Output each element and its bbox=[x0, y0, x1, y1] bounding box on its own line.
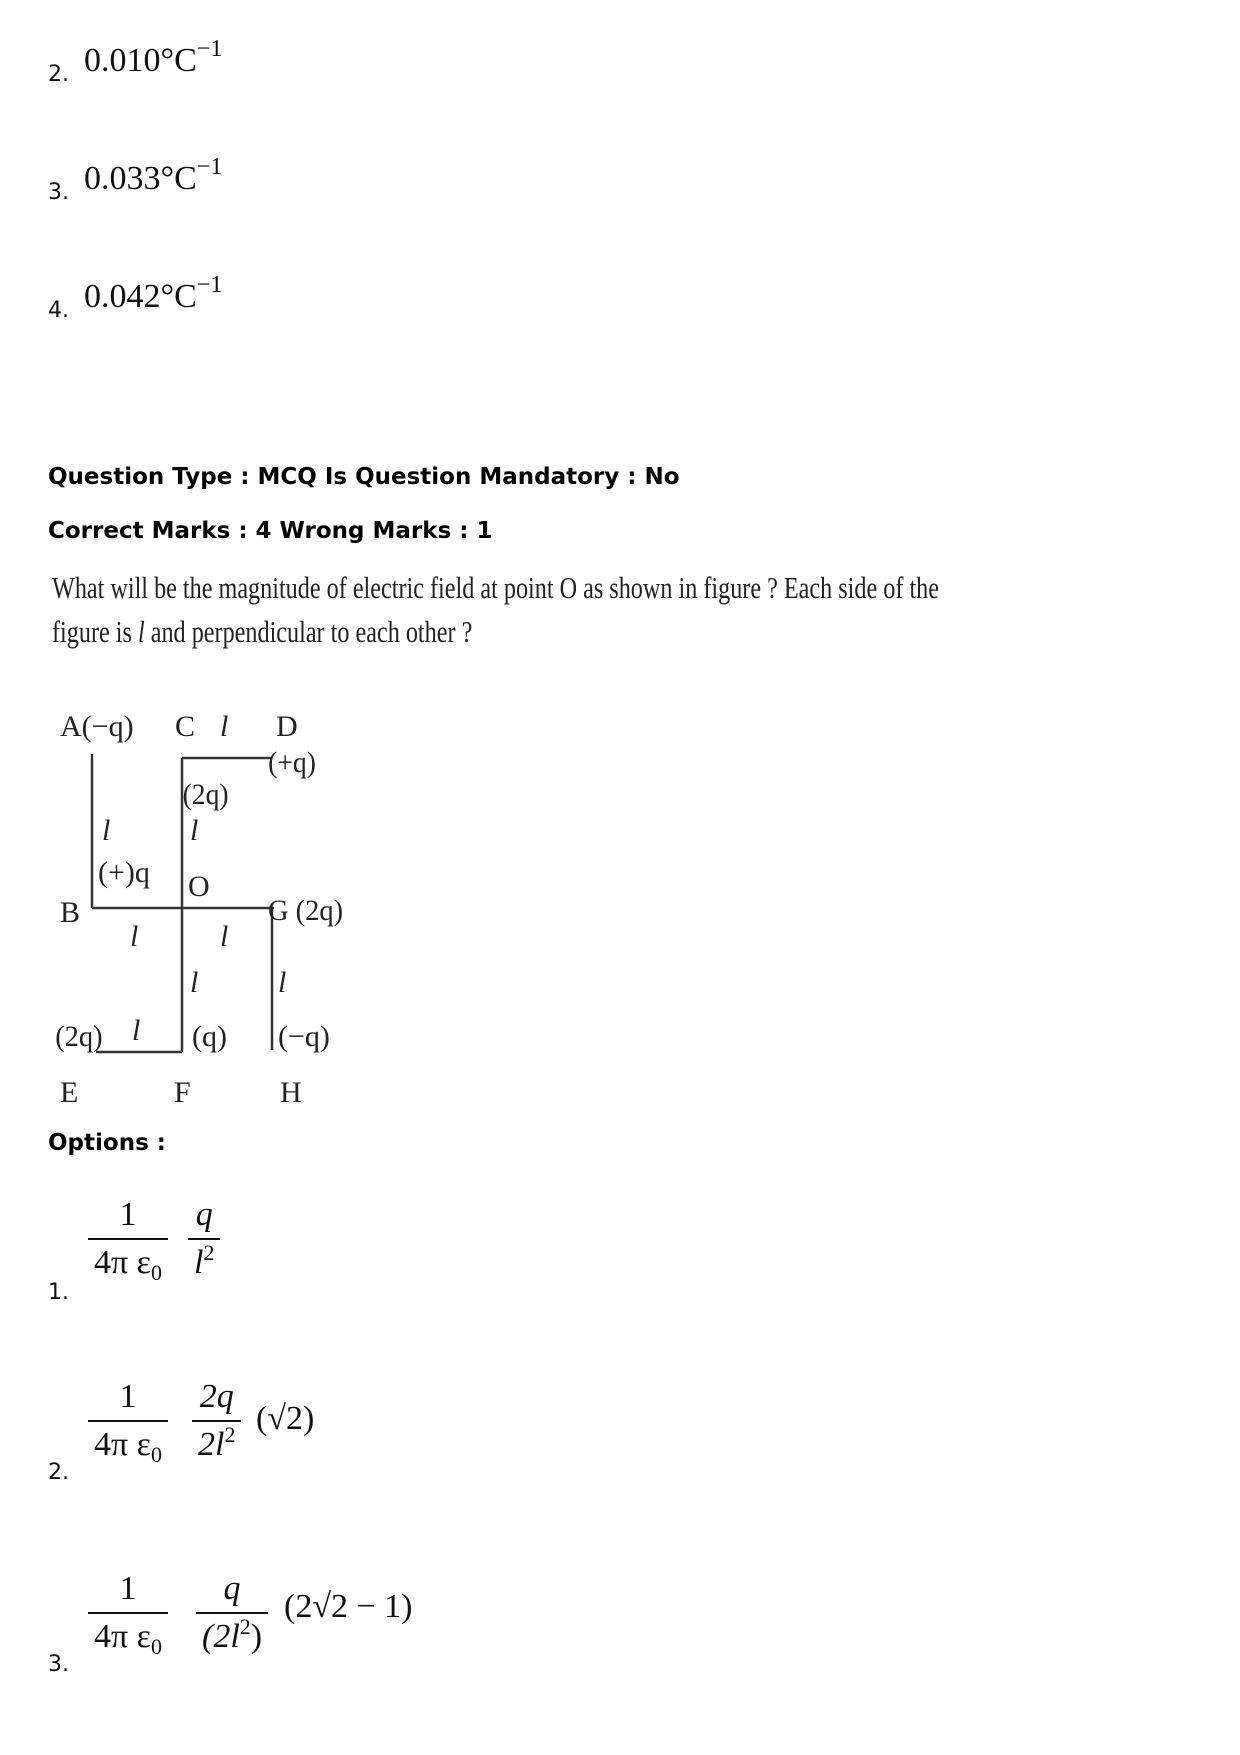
label-h-charge: (−q) bbox=[278, 1020, 330, 1053]
label-l-ab: l bbox=[102, 814, 111, 847]
question-line-1: What will be the magnitude of electric field at point O as shown in figure ? Each side of the bbox=[52, 570, 939, 605]
option-number: 2. bbox=[48, 1460, 69, 1485]
label-l-og: l bbox=[220, 920, 229, 953]
label-h: H bbox=[280, 1076, 302, 1109]
prev-option-value: $0.010^\circ C^{-1}$ bbox=[84, 36, 223, 79]
charge-figure bbox=[40, 700, 380, 1120]
label-l-gh: l bbox=[278, 966, 287, 999]
prev-option-number: 3. bbox=[48, 180, 69, 205]
label-b-charge: (+)q bbox=[98, 856, 150, 889]
label-f: F bbox=[174, 1076, 191, 1109]
label-o: O bbox=[188, 870, 210, 903]
label-g: G (2q) bbox=[268, 894, 344, 928]
option-2-constant: $\frac{1}{4\pi \varepsilon_0}$ bbox=[88, 1378, 168, 1464]
label-e: E bbox=[60, 1076, 79, 1109]
question-type-line: Question Type : MCQ Is Question Mandatory : No bbox=[48, 464, 680, 490]
prev-option-number: 2. bbox=[48, 62, 69, 87]
label-c-charge: (2q) bbox=[182, 777, 229, 812]
label-l-top: l bbox=[220, 710, 229, 743]
options-label: Options : bbox=[48, 1130, 166, 1156]
label-b: B bbox=[60, 896, 81, 929]
label-l-co: l bbox=[190, 814, 199, 847]
label-d-charge: (+q) bbox=[268, 745, 316, 780]
label-l-ef: l bbox=[132, 1014, 141, 1047]
prev-option-number: 4. bbox=[48, 298, 69, 323]
label-a: A(−q) bbox=[60, 710, 134, 743]
option-number: 3. bbox=[48, 1652, 69, 1677]
option-3-constant: $\frac{1}{4\pi \varepsilon_0}$ bbox=[88, 1570, 168, 1656]
option-number: 1. bbox=[48, 1280, 69, 1305]
label-e-charge: (2q) bbox=[55, 1020, 103, 1054]
prev-option-value: $0.033^\circ C^{-1}$ bbox=[84, 154, 223, 197]
label-c: C bbox=[175, 710, 196, 743]
label-l-of: l bbox=[190, 966, 199, 999]
option-2-tail: (√2) bbox=[256, 1400, 315, 1437]
label-d: D bbox=[276, 710, 298, 743]
option-2-fraction: $\frac{2q}{2l^2}$ bbox=[192, 1378, 241, 1464]
marks-line: Correct Marks : 4 Wrong Marks : 1 bbox=[48, 518, 493, 544]
option-1-fraction: $\frac{q}{l^2}$ bbox=[188, 1196, 220, 1282]
question-text bbox=[52, 566, 949, 654]
option-1-constant: $\frac{1}{4\pi \varepsilon_0}$ bbox=[88, 1196, 168, 1282]
option-3-tail: (2√2 − 1) bbox=[284, 1588, 413, 1625]
prev-option-value: $0.042^\circ C^{-1}$ bbox=[84, 272, 223, 315]
label-l-bo: l bbox=[130, 920, 139, 953]
question-line-2: figure is l and perpendicular to each other ? bbox=[52, 614, 473, 649]
label-f-charge: (q) bbox=[192, 1020, 227, 1053]
option-3-fraction: $\frac{q}{(2l^2)}$ bbox=[196, 1570, 268, 1656]
